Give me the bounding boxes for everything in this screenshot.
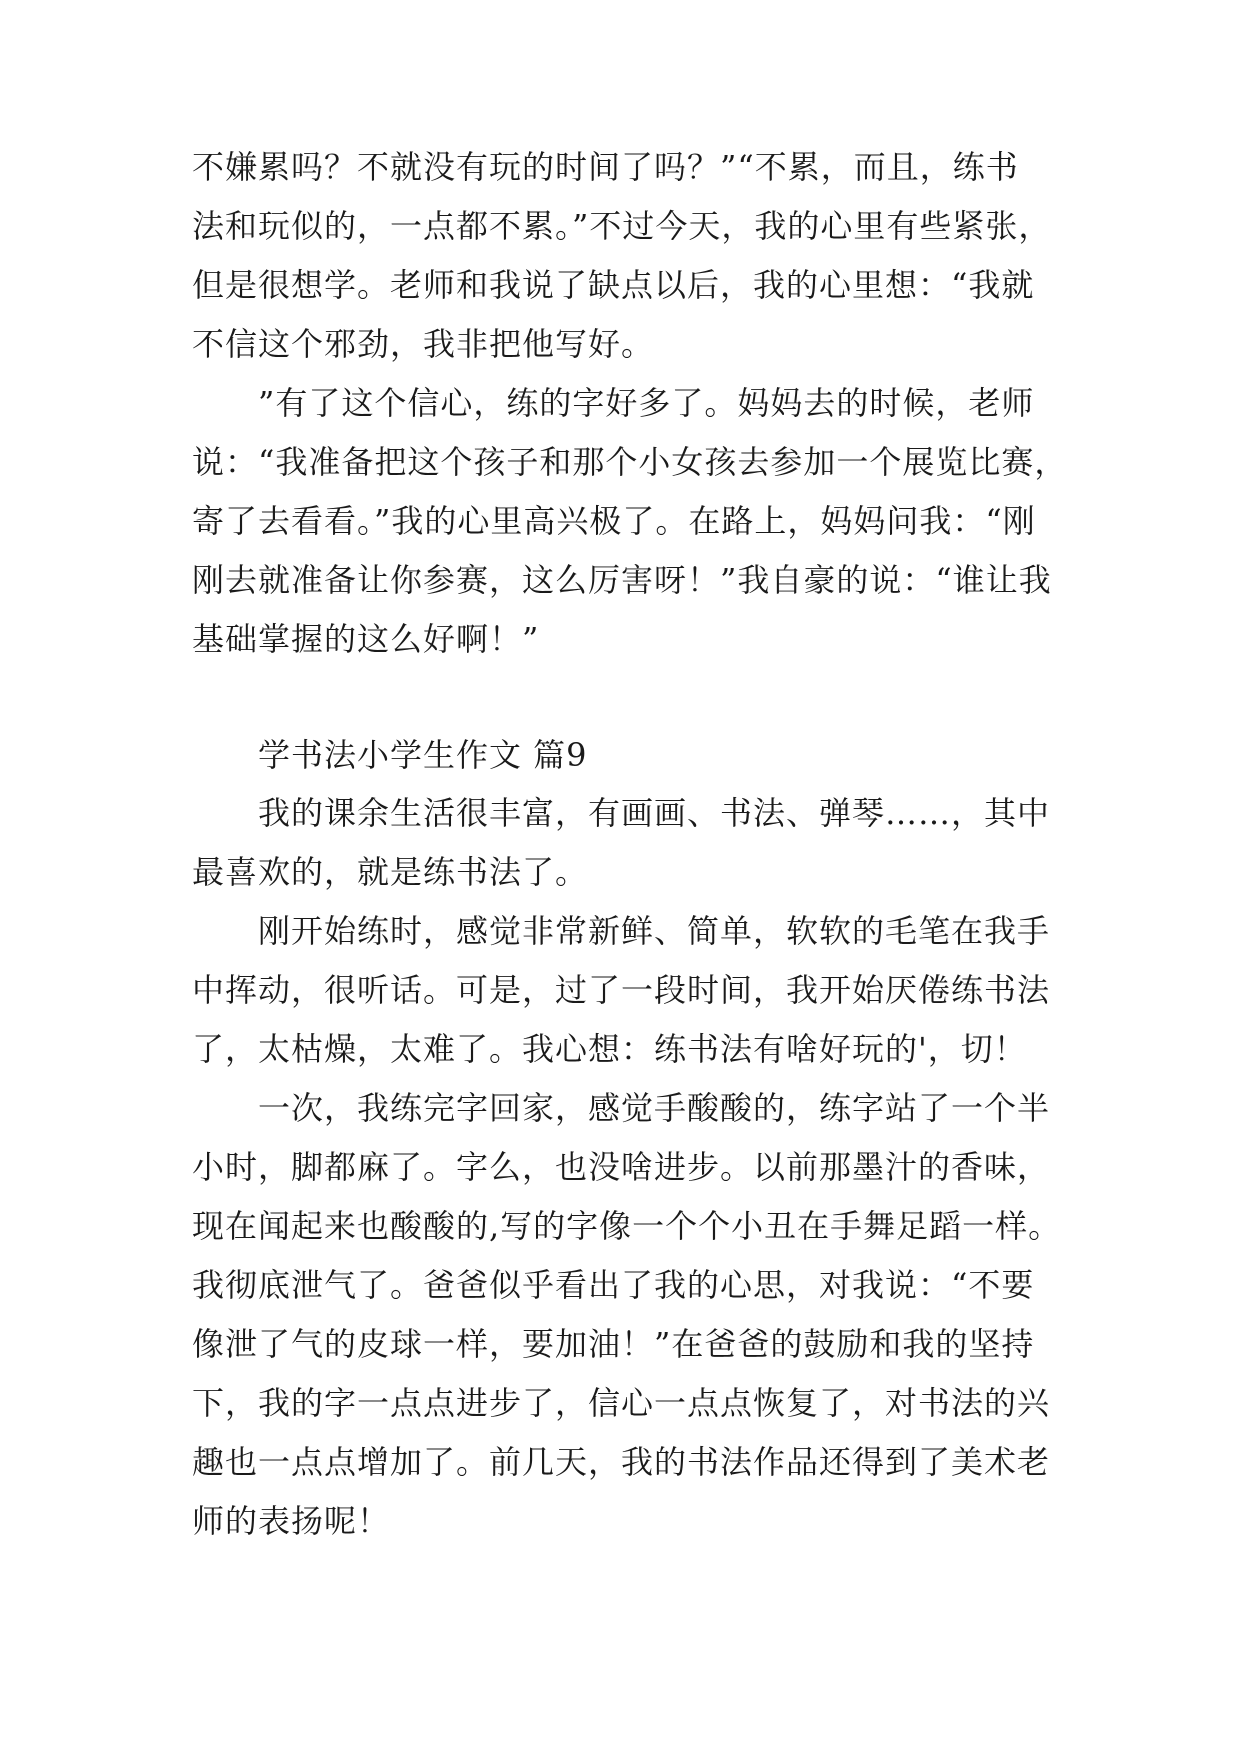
text-line: 小时，脚都麻了。字么，也没啥进步。以前那墨汁的香味， — [192, 1148, 1051, 1186]
text-line: 了，太枯燥，太难了。我心想：练书法有啥好玩的'，切！ — [192, 1030, 1027, 1068]
text-line: 最喜欢的，就是练书法了。 — [192, 853, 589, 891]
text-line: 师的表扬呢！ — [192, 1502, 391, 1540]
text-line: 现在闻起来也酸酸的,写的字像一个个小丑在手舞足蹈一样。 — [192, 1207, 1062, 1245]
text-line: 寄了去看看。”我的心里高兴极了。在路上，妈妈问我：“刚 — [192, 502, 1036, 540]
section-heading: 学书法小学生作文 篇9 — [258, 736, 588, 774]
text-line: 法和玩似的，一点都不累。”不过今天，我的心里有些紧张， — [192, 207, 1052, 245]
paragraph-first-line: 我的课余生活很丰富，有画画、书法、弹琴……，其中 — [258, 794, 1051, 832]
text-line: 我彻底泄气了。爸爸似乎看出了我的心思，对我说：“不要 — [192, 1266, 1035, 1304]
text-line: 不信这个邪劲，我非把他写好。 — [192, 325, 655, 363]
text-line: 不嫌累吗？不就没有玩的时间了吗？”“不累，而且，练书 — [192, 148, 1019, 186]
text-line: 但是很想学。老师和我说了缺点以后，我的心里想：“我就 — [192, 266, 1035, 304]
paragraph-first-line: 一次，我练完字回家，感觉手酸酸的，练字站了一个半 — [258, 1089, 1051, 1127]
text-line: 中挥动，很听话。可是，过了一段时间，我开始厌倦练书法 — [192, 971, 1051, 1009]
text-line: 说：“我准备把这个孩子和那个小女孩去参加一个展览比赛， — [192, 443, 1068, 481]
text-line: 趣也一点点增加了。前几天，我的书法作品还得到了美术老 — [192, 1443, 1051, 1481]
text-line: 基础掌握的这么好啊！” — [192, 620, 540, 658]
paragraph-first-line: 刚开始练时，感觉非常新鲜、简单，软软的毛笔在我手 — [258, 912, 1051, 950]
text-line: 像泄了气的皮球一样，要加油！”在爸爸的鼓励和我的坚持 — [192, 1325, 1035, 1363]
paragraph-first-line: ”有了这个信心，练的字好多了。妈妈去的时候，老师 — [258, 384, 1035, 422]
text-line: 刚去就准备让你参赛，这么厉害呀！”我自豪的说：“谁让我 — [192, 561, 1052, 599]
text-line: 下，我的字一点点进步了，信心一点点恢复了，对书法的兴 — [192, 1384, 1051, 1422]
